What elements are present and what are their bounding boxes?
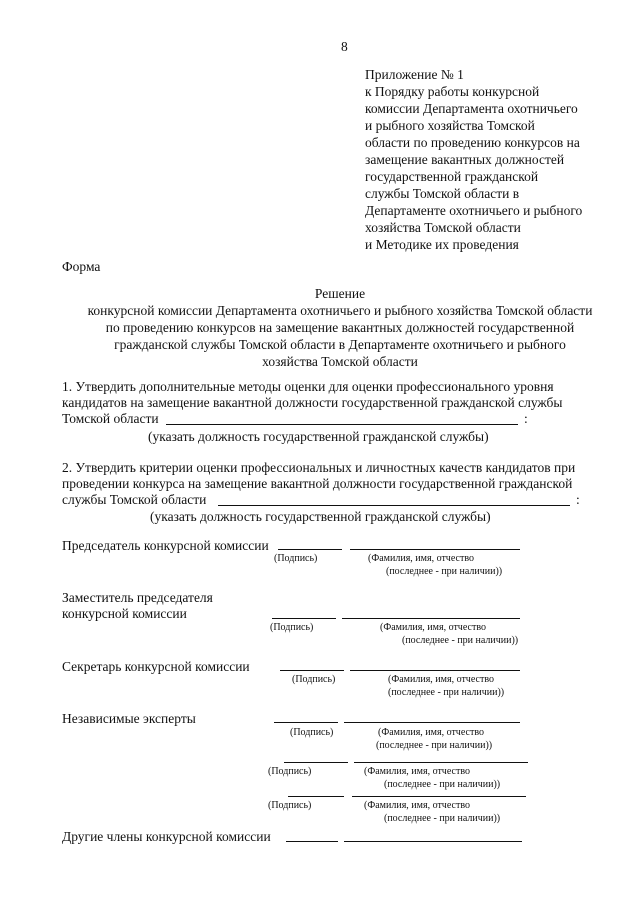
page-number: 8 <box>341 39 348 54</box>
appendix-line: к Порядку работы конкурсной <box>365 84 540 99</box>
item2-line: проведении конкурса на замещение вакантной должности государственной гражданской <box>62 476 573 491</box>
signature-caption: (Подпись) <box>274 553 318 564</box>
appendix-line: государственной гражданской <box>365 169 539 184</box>
other-name-line[interactable] <box>344 841 522 842</box>
decision-title <box>40 285 640 370</box>
appendix-line: и Методике их проведения <box>365 237 519 252</box>
signature-caption: (Подпись) <box>268 766 312 777</box>
name-caption: (Фамилия, имя, отчество <box>380 622 486 633</box>
name-caption: (Фамилия, имя, отчество <box>368 553 474 564</box>
item1-line: Томской области <box>62 411 159 426</box>
title-line: по проведению конкурсов на замещение вакантных должностей государственной <box>105 320 575 335</box>
item2-line: службы Томской области <box>62 492 207 507</box>
name-caption: (последнее - при наличии)) <box>402 635 519 646</box>
deputy-signature-line[interactable] <box>272 618 336 619</box>
deputy-name-line[interactable] <box>342 618 520 619</box>
appendix-line: комиссии Департамента охотничьего <box>365 101 578 116</box>
name-caption: (последнее - при наличии)) <box>376 740 493 751</box>
appendix-block <box>365 66 582 253</box>
secretary-name-line[interactable] <box>350 670 520 671</box>
signature-caption: (Подпись) <box>270 622 314 633</box>
item1-hint: (указать должность государственной гражданской службы) <box>148 429 489 444</box>
experts-label: Независимые эксперты <box>62 711 196 726</box>
name-caption: (Фамилия, имя, отчество <box>364 800 470 811</box>
secretary-label: Секретарь конкурсной комиссии <box>62 659 250 674</box>
title-line: конкурсной комиссии Департамента охотничьего и рыбного хозяйства Томской области <box>87 303 593 318</box>
expert1-signature-line[interactable] <box>274 722 338 723</box>
chairman-name-line[interactable] <box>350 549 520 550</box>
signature-caption: (Подпись) <box>268 800 312 811</box>
name-caption: (последнее - при наличии)) <box>384 779 501 790</box>
title-heading: Решение <box>314 286 366 301</box>
chairman-label: Председатель конкурсной комиссии <box>62 538 269 553</box>
other-members-label: Другие члены конкурсной комиссии <box>62 829 271 844</box>
name-caption: (Фамилия, имя, отчество <box>364 766 470 777</box>
expert2-name-line[interactable] <box>354 762 528 763</box>
expert2-signature-line[interactable] <box>284 762 348 763</box>
expert3-name-line[interactable] <box>352 796 526 797</box>
appendix-line: Департаменте охотничьего и рыбного <box>365 203 583 218</box>
secretary-signature-line[interactable] <box>280 670 344 671</box>
item1-position-line[interactable] <box>166 424 518 425</box>
item2-line: 2. Утвердить критерии оценки профессиональных и личностных качеств кандидатов при <box>62 460 576 475</box>
item2-colon: : <box>576 492 580 507</box>
item1-line: 1. Утвердить дополнительные методы оценки для оценки профессионального уровня <box>62 379 554 394</box>
title-line: гражданской службы Томской области в Департаменте охотничьего и рыбного <box>114 337 566 352</box>
name-caption: (Фамилия, имя, отчество <box>378 727 484 738</box>
signature-caption: (Подпись) <box>290 727 334 738</box>
title-line: хозяйства Томской области <box>262 354 418 369</box>
item1-colon: : <box>524 411 528 426</box>
name-caption: (последнее - при наличии)) <box>384 813 501 824</box>
name-caption: (последнее - при наличии)) <box>388 687 505 698</box>
expert1-name-line[interactable] <box>344 722 520 723</box>
other-signature-line[interactable] <box>286 841 338 842</box>
item2-position-line[interactable] <box>218 505 570 506</box>
item2-hint: (указать должность государственной гражданской службы) <box>150 509 491 524</box>
deputy-label: конкурсной комиссии <box>62 606 187 621</box>
form-label: Форма <box>62 259 101 274</box>
appendix-line: области по проведению конкурсов на <box>365 135 580 150</box>
deputy-label: Заместитель председателя <box>62 590 213 605</box>
appendix-line: хозяйства Томской области <box>365 220 521 235</box>
appendix-line: Приложение № 1 <box>365 67 464 82</box>
appendix-line: службы Томской области в <box>365 186 520 201</box>
appendix-line: и рыбного хозяйства Томской <box>365 118 535 133</box>
signature-caption: (Подпись) <box>292 674 336 685</box>
item1-line: кандидатов на замещение вакантной должности государственной гражданской службы <box>62 395 563 410</box>
expert3-signature-line[interactable] <box>288 796 344 797</box>
name-caption: (последнее - при наличии)) <box>386 566 503 577</box>
chairman-signature-line[interactable] <box>278 549 342 550</box>
appendix-line: замещение вакантных должностей <box>365 152 565 167</box>
name-caption: (Фамилия, имя, отчество <box>388 674 494 685</box>
